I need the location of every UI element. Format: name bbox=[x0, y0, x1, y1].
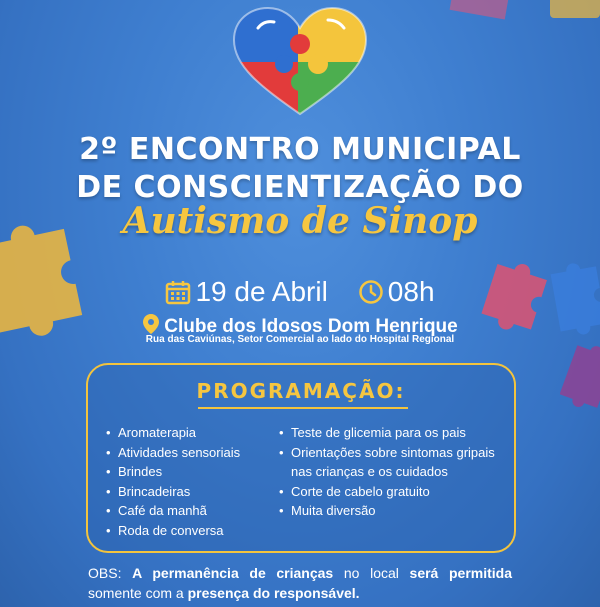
puzzle-piece-pink-top bbox=[440, 0, 520, 30]
obs-text-3: será permitida bbox=[409, 565, 513, 581]
program-divider bbox=[198, 407, 408, 409]
title-script: Autismo de Sinop bbox=[122, 200, 478, 242]
clock-icon bbox=[358, 279, 384, 305]
obs-text-5: presença do responsável. bbox=[187, 585, 360, 601]
program-list-left bbox=[106, 423, 276, 540]
list-item: • Café da manhã bbox=[106, 501, 276, 521]
list-item: • Corte de cabelo gratuito bbox=[279, 482, 501, 502]
program-heading: PROGRAMAÇÃO: bbox=[196, 379, 406, 403]
list-item: • Orientações sobre sintomas gripais nas crianças e os cuidados bbox=[279, 443, 501, 482]
obs-text-1: A permanência de crianças bbox=[132, 565, 334, 581]
location-pin-icon bbox=[142, 313, 160, 335]
program-box bbox=[86, 363, 516, 553]
date-time-row bbox=[0, 276, 600, 308]
list-item: • Muita diversão bbox=[279, 501, 501, 521]
heart-puzzle-logo-icon bbox=[230, 6, 370, 118]
list-item: • Brincadeiras bbox=[106, 482, 276, 502]
event-date: 19 de Abril bbox=[195, 276, 328, 307]
list-item: • Roda de conversa bbox=[106, 521, 276, 541]
list-item: • Teste de glicemia para os pais bbox=[279, 423, 501, 443]
list-item: • Brindes bbox=[106, 462, 276, 482]
title-line-1: 2º ENCONTRO MUNICIPAL bbox=[79, 132, 521, 167]
puzzle-piece-yellow-top bbox=[545, 0, 600, 24]
puzzle-piece-purple-right bbox=[560, 340, 600, 420]
calendar-icon bbox=[165, 279, 191, 305]
venue-address: Rua das Caviúnas, Setor Comercial ao lado do Hospital Regional bbox=[145, 334, 455, 345]
list-item: • Atividades sensoriais bbox=[106, 443, 276, 463]
obs-text-2: no local bbox=[343, 565, 399, 581]
list-item: • Aromaterapia bbox=[106, 423, 276, 443]
observation-note bbox=[88, 563, 512, 603]
obs-label: OBS: bbox=[88, 565, 122, 581]
title-line-2: DE CONSCIENTIZAÇÃO DO bbox=[76, 170, 524, 205]
obs-text-4: somente com a bbox=[88, 585, 184, 601]
event-time: 08h bbox=[387, 276, 435, 307]
program-list-right bbox=[279, 423, 501, 521]
venue-name: Clube dos Idosos Dom Henrique bbox=[164, 316, 458, 337]
